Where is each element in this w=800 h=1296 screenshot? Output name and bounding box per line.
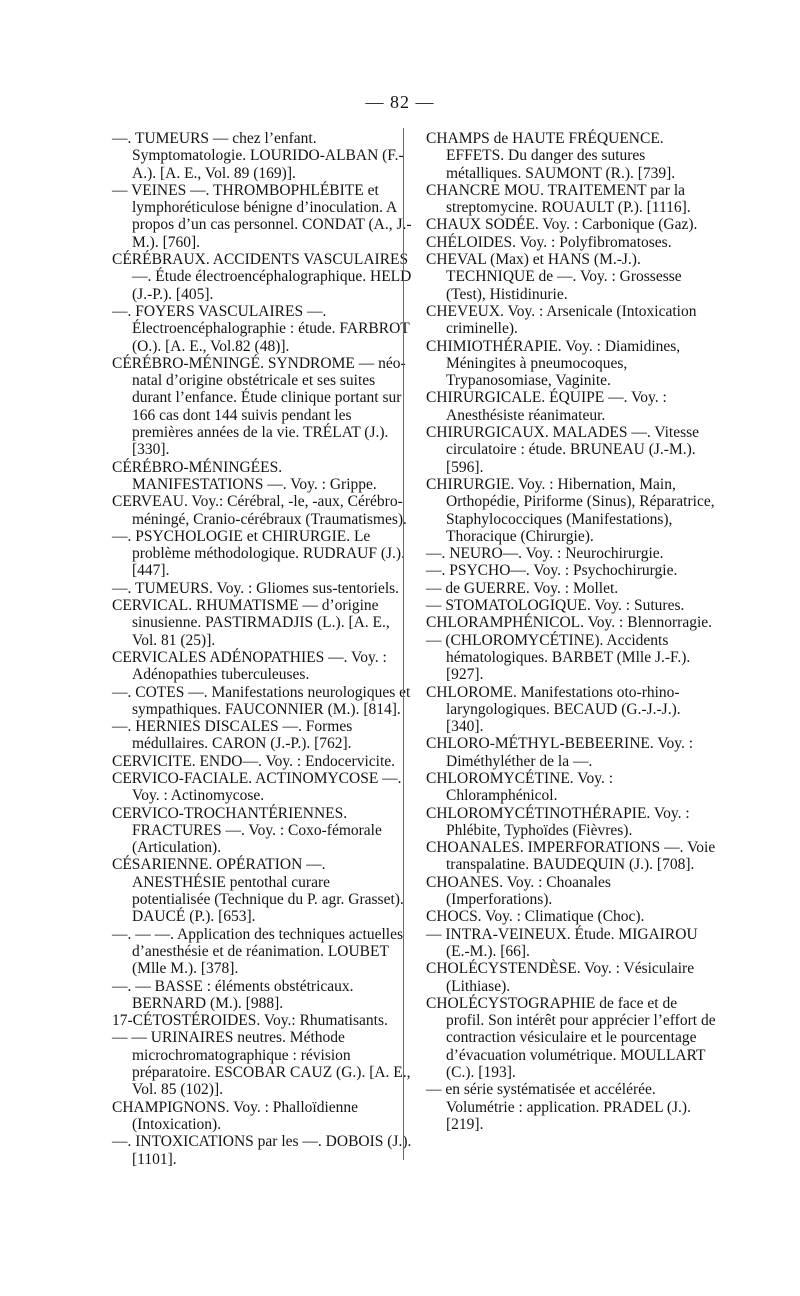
index-column-right — [426, 130, 718, 1133]
index-entry: —. — —. Application des techniques actuelles d’anesthésie et de réanimation. LOUBET (Mlle M.). [378]. — [112, 925, 407, 978]
index-entry: —. TUMEURS — chez l’enfant. Symptomatologie. LOURIDO-ALBAN (F.-A.). [A. E., Vol. 89 (169)]. — [112, 130, 404, 182]
index-entry: CÉRÉBRAUX. ACCIDENTS VASCULAIRES —. Étude électroencéphalographique. HELD (J.-P.). [405]. — [112, 251, 416, 303]
index-entry: CHLOROME. Manifestations oto-rhino-laryngologiques. BECAUD (G.-J.-J.). [340]. — [426, 683, 685, 736]
column-divider — [403, 128, 404, 1160]
index-entry: CERVICALES ADÉNOPATHIES —. Voy. : Adénopathies tuberculeuses. — [112, 648, 390, 684]
index-entry: — INTRA-VEINEUX. Étude. MIGAIROU (E.-M.). [66]. — [426, 925, 702, 960]
index-entry: CHAUX SODÉE. Voy. : Carbonique (Gaz). — [426, 216, 698, 234]
index-entry: CHLOROMYCÉTINE. Voy. : Chloramphénicol. — [426, 769, 617, 805]
index-entry: CHIRURGICAUX. MALADES —. Vitesse circulatoire : étude. BRUNEAU (J.-M.). [596]. — [426, 424, 703, 476]
index-entry: CHLORO-MÉTHYL-BEBEERINE. Voy. : Diméthyléther de la —. — [426, 735, 697, 770]
index-entry: CÉRÉBRO-MÉNINGÉES. MANIFESTATIONS —. Voy. : Grippe. — [112, 458, 377, 493]
index-entry: CHIMIOTHÉRAPIE. Voy. : Diamidines, Méningites à pneumocoques, Trypanosomiase, Vaginite. — [426, 337, 685, 390]
index-entry: CERVEAU. Voy.: Cérébral, -le, -aux, Cérébro-méningé, Cranio-cérébraux (Traumatismes). — [112, 493, 407, 528]
index-entry: — VEINES —. THROMBOPHLÉBITE et lymphoréticulose bénigne d’inoculation. A propos d’un cas personnel. CONDAT (A., J.-M.). [760]. — [112, 181, 412, 251]
index-entry: CHANCRE MOU. TRAITEMENT par la streptomycine. ROUAULT (P.). [1116]. — [426, 181, 691, 217]
index-entry: — — URINAIRES neutres. Méthode microchromatographique : révision préparatoire. ESCOBAR CAUZ (G.). [A. E., Vol. 85 (102)]. — [112, 1029, 415, 1099]
index-entry: —. HERNIES DISCALES —. Formes médullaires. CARON (J.-P.). [762]. — [112, 718, 357, 753]
index-entry: —. COTES —. Manifestations neurologiques et sympathiques. FAUCONNIER (M.). [814]. — [112, 683, 415, 718]
index-entry: CERVICO-TROCHANTÉRIENNES. FRACTURES —. Voy. : Coxo-fémorale (Articulation). — [112, 804, 386, 857]
index-entry: CHIRURGICALE. ÉQUIPE —. Voy. : Anesthésiste réanimateur. — [426, 389, 670, 424]
index-entry: CÉRÉBRO-MÉNINGÉ. SYNDROME — néo-natal d’origine obstétricale et ses suites durant l’enfance. Étude clinique portant sur 166 cas dont 144 suivis pendant les premières années de la vie. TRÉLAT (J.). [330]. — [112, 354, 406, 459]
index-entry: — STOMATOLOGIQUE. Voy. : Sutures. — [426, 597, 685, 615]
index-entry: CERVICO-FACIALE. ACTINOMYCOSE —. Voy. : Actinomycose. — [112, 769, 406, 805]
index-entry: —. FOYERS VASCULAIRES —. Électroencéphalographie : étude. FARBROT (O.). [A. E., Vol.82 (48)]. — [112, 302, 414, 355]
index-entry: CHOANALES. IMPERFORATIONS —. Voie transpalatine. BAUDEQUIN (J.). [708]. — [426, 839, 720, 874]
index-entry: CHAMPIGNONS. Voy. : Phalloïdienne (Intoxication). — [112, 1098, 362, 1133]
index-entry: —. PSYCHO—. Voy. : Psychochirurgie. — [426, 562, 678, 580]
index-entry: —. INTOXICATIONS par les —. DOBOIS (J.). [1101]. — [112, 1133, 416, 1168]
index-entry: —. — BASSE : éléments obstétricaux. BERNARD (M.). [988]. — [112, 977, 358, 1012]
page-number: — 82 — — [365, 92, 435, 112]
index-entry: CHAMPS de HAUTE FRÉQUENCE. EFFETS. Du danger des sutures métalliques. SAUMONT (R.). [739]. — [426, 130, 676, 182]
index-entry: — de GUERRE. Voy. : Mollet. — [426, 579, 619, 597]
index-entry: CHLOROMYCÉTINOTHÉRAPIE. Voy. : Phlébite, Typhoïdes (Fièvres). — [426, 804, 694, 839]
index-column-left — [112, 130, 416, 1168]
index-entry: —. NEURO—. Voy. : Neurochirurgie. — [426, 545, 664, 563]
index-entry: — (CHLOROMYCÉTINE). Accidents hématologiques. BARBET (Mlle J.-F.). [927]. — [426, 631, 695, 684]
index-entry: CHIRURGIE. Voy. : Hibernation, Main, Orthopédie, Piriforme (Sinus), Réparatrice, Staphylococciques (Manifestations), Thoracique (Chirurgie). — [426, 475, 719, 545]
index-entry: CÉSARIENNE. OPÉRATION —. ANESTHÉSIE pentothal curare potentialisée (Technique du P. agr. Grasset). DAUCÉ (P.). [653]. — [112, 856, 408, 926]
index-entry: CHLORAMPHÉNICOL. Voy. : Blennorragie. — [426, 614, 713, 632]
index-entry: CERVICITE. ENDO—. Voy. : Endocervicite. — [112, 752, 396, 770]
index-entry: CHOLÉCYSTOGRAPHIE de face et de profil. Son intérêt pour apprécier l’effort de contraction vésiculaire et le pourcentage d’évacuation volumétrique. MOULLART (C.). [193]. — [426, 994, 720, 1082]
index-entry: CHEVAL (Max) et HANS (M.-J.). TECHNIQUE de —. Voy. : Grossesse (Test), Histidinurie. — [426, 251, 686, 303]
index-entry: CHÉLOIDES. Voy. : Polyfibromatoses. — [426, 233, 672, 251]
index-entry: CHOLÉCYSTENDÈSE. Voy. : Vésiculaire (Lithiase). — [426, 960, 698, 995]
index-entry: CERVICAL. RHUMATISME — d’origine sinusienne. PASTIRMADJIS (L.). [A. E., Vol. 81 (25)]. — [112, 597, 394, 649]
index-entry: 17-CÉTOSTÉROIDES. Voy.: Rhumatisants. — [112, 1012, 388, 1030]
index-entry: CHOCS. Voy. : Climatique (Choc). — [426, 908, 645, 926]
index-entry: —. PSYCHOLOGIE et CHIRURGIE. Le problème méthodologique. RUDRAUF (J.). [447]. — [112, 527, 409, 580]
index-entry: CHOANES. Voy. : Choanales (Imperforations). — [426, 873, 615, 909]
index-entry: — en série systématisée et accélérée. Volumétrie : application. PRADEL (J.). [219]. — [426, 1081, 695, 1133]
index-entry: CHEVEUX. Voy. : Arsenicale (Intoxication criminelle). — [426, 302, 701, 338]
index-entry: —. TUMEURS. Voy. : Gliomes sus-tentoriels. — [112, 579, 400, 597]
